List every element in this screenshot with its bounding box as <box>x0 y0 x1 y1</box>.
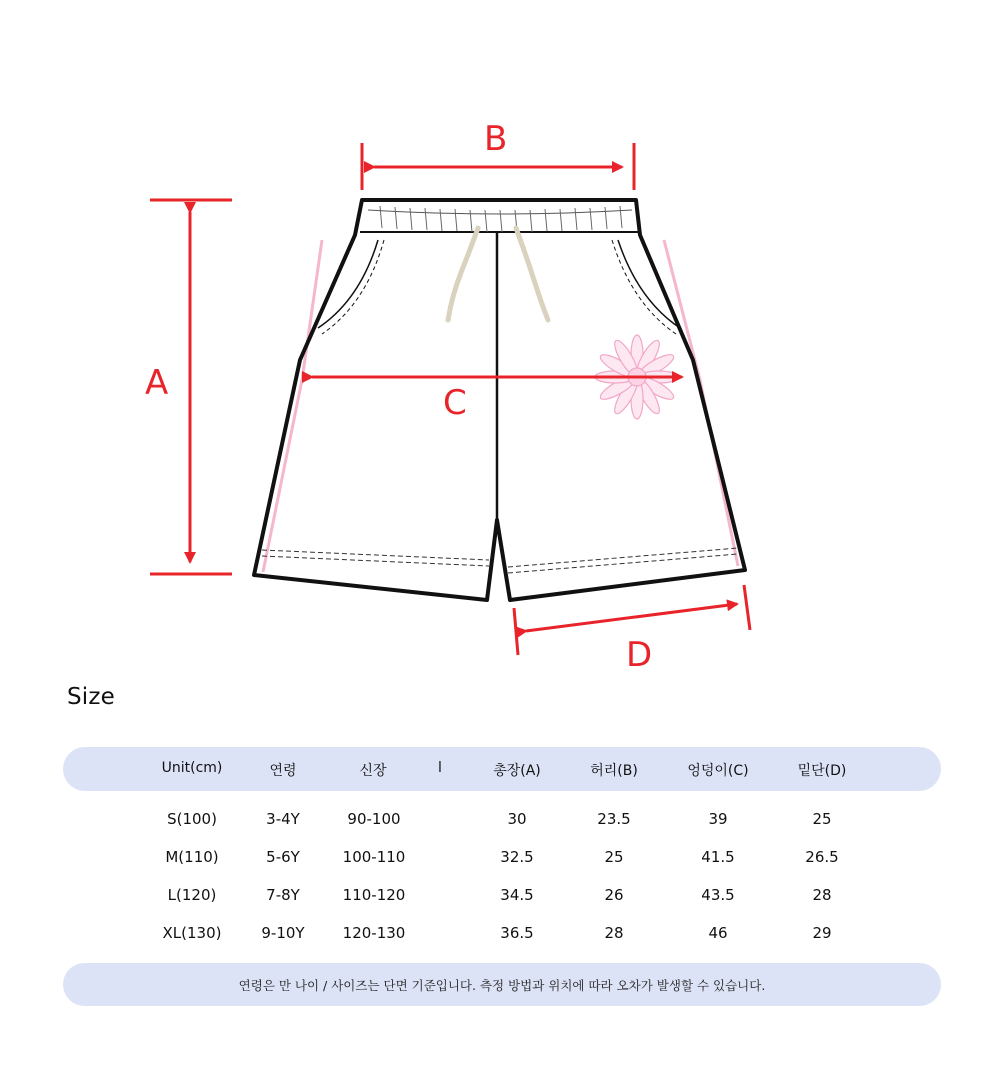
cell-age: 3-4Y <box>266 810 300 828</box>
size-note <box>63 963 941 1006</box>
shorts-outline <box>254 200 745 600</box>
cell-size: S(100) <box>167 810 217 828</box>
cell-hem: 26.5 <box>805 848 839 866</box>
dimension-label-c: C <box>443 383 467 423</box>
table-row <box>0 848 1000 872</box>
cell-height: 110-120 <box>342 886 406 904</box>
table-row <box>0 810 1000 834</box>
cell-waist: 23.5 <box>597 810 631 828</box>
size-section-title: Size <box>67 684 116 710</box>
cell-size: M(110) <box>165 848 219 866</box>
cell-age: 9-10Y <box>261 924 305 942</box>
cell-height: 90-100 <box>347 810 401 828</box>
cell-waist: 28 <box>604 924 624 942</box>
header-total-length: 총장(A) <box>493 763 541 779</box>
dimension-label-d: D <box>626 635 653 675</box>
dimension-label-a: A <box>145 363 169 403</box>
table-row <box>0 924 1000 948</box>
dimension-label-b: B <box>484 119 508 159</box>
cell-age: 7-8Y <box>266 886 300 904</box>
cell-hem: 25 <box>812 810 832 828</box>
size-note-text: 연령은 만 나이 / 사이즈는 단면 기준입니다. 측정 방법과 위치에 따라 오차가 발생할 수 있습니다. <box>238 977 766 993</box>
cell-age: 5-6Y <box>266 848 300 866</box>
cell-hip: 39 <box>708 810 728 828</box>
header-hip: 엉덩이(C) <box>687 763 749 779</box>
cell-height: 120-130 <box>342 924 406 942</box>
cell-hip: 41.5 <box>701 848 735 866</box>
cell-size: XL(130) <box>162 924 222 942</box>
cell-size: L(120) <box>167 886 217 904</box>
cell-hip: 43.5 <box>701 886 735 904</box>
cell-waist: 25 <box>604 848 624 866</box>
header-hem: 밑단(D) <box>797 763 847 779</box>
cell-hem: 28 <box>812 886 832 904</box>
header-unit: Unit(cm) <box>161 760 223 776</box>
header-height: 신장 <box>359 763 387 779</box>
cell-total-length: 32.5 <box>500 848 534 866</box>
cell-height: 100-110 <box>342 848 406 866</box>
size-table-header <box>63 747 941 791</box>
cell-waist: 26 <box>604 886 624 904</box>
cell-total-length: 36.5 <box>500 924 534 942</box>
cell-hem: 29 <box>812 924 832 942</box>
header-waist: 허리(B) <box>590 763 638 779</box>
header-divider: l <box>438 760 442 776</box>
header-age: 연령 <box>269 763 297 779</box>
cell-total-length: 34.5 <box>500 886 534 904</box>
table-row <box>0 886 1000 910</box>
cell-hip: 46 <box>708 924 728 942</box>
cell-total-length: 30 <box>507 810 527 828</box>
